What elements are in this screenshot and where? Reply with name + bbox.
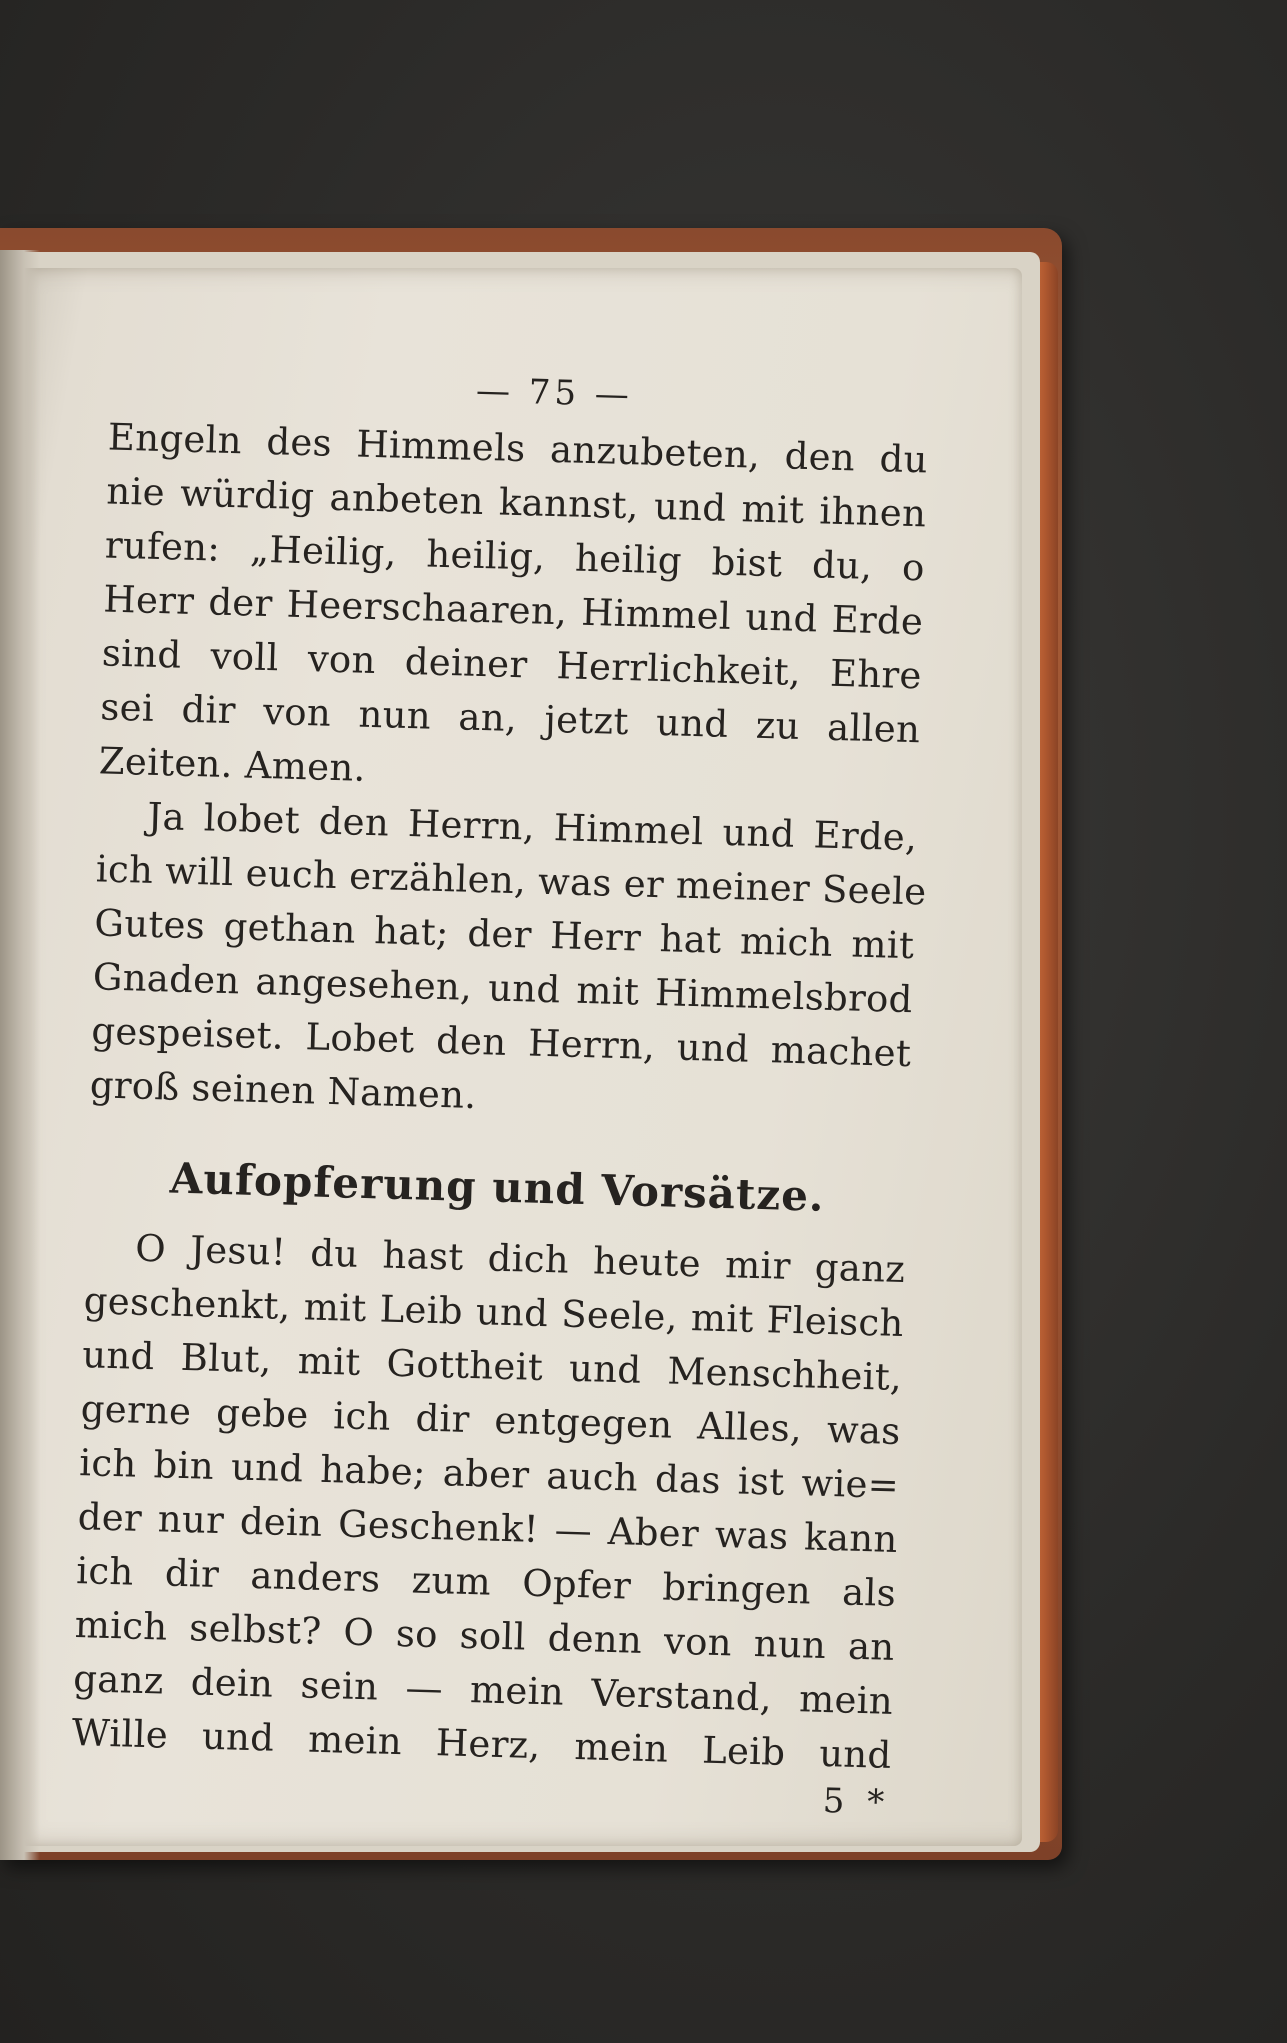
text-line: sei dir von nun an, jetzt und zu allen [99, 685, 921, 752]
text-line: ich will euch erzählen, was er meiner Seele [95, 847, 927, 914]
text-line: Gnaden angesehen, und mit Himmelsbrod [92, 955, 914, 1022]
text-line: rufen: „Heilig, heilig, heilig bist du, o [104, 523, 926, 590]
page-text [69, 361, 929, 1843]
section-heading: Aufopferung und Vorsätze. [169, 1153, 826, 1221]
text-line: ich dir anders zum Opfer bringen als [75, 1549, 897, 1615]
text-line: Engeln des Himmels anzubeten, den du [107, 415, 929, 482]
text-line: sind voll von deiner Herrlichkeit, Ehre [101, 631, 923, 698]
text-line: Wille und mein Herz, mein Leib und [71, 1711, 893, 1777]
text-line: der nur dein Geschenk! — Aber was kann [77, 1495, 899, 1561]
text-line: ich bin und habe; aber auch das ist wie= [78, 1441, 900, 1508]
paragraph-2 [89, 788, 927, 1135]
text-line: Gutes gethan hat; der Herr hat mich mit [93, 901, 915, 968]
text-line: mich selbst? O so soll denn von nun an [74, 1603, 896, 1669]
spine-shadow [0, 250, 40, 1860]
text-line: nie würdig anbeten kannst, und mit ihnen [105, 469, 927, 536]
text-line: O Jesu! du hast dich heute mir ganz [134, 1226, 906, 1292]
text-line: Zeiten. Amen. [98, 739, 367, 790]
text-line: und Blut, mit Gottheit und Menschheit, [81, 1333, 903, 1400]
paragraph-1 [98, 411, 928, 812]
text-line: geschenkt, mit Leib und Seele, mit Fleisch [83, 1279, 905, 1346]
text-line: Herr der Heerschaaren, Himmel und Erde [102, 577, 924, 644]
text-line: gespeiset. Lobet den Herrn, und machet [90, 1009, 912, 1076]
text-line: ganz dein sein — mein Verstand, mein [72, 1657, 894, 1723]
text-line: gerne gebe ich dir entgegen Alles, was [80, 1387, 902, 1454]
text-line: groß seinen Namen. [89, 1063, 477, 1118]
signature-mark: 5 * [822, 1781, 891, 1823]
paragraph-3 [71, 1220, 906, 1783]
text-line: Ja lobet den Herrn, Himmel und Erde, [146, 794, 918, 860]
page-number: — 75 — [475, 370, 634, 416]
